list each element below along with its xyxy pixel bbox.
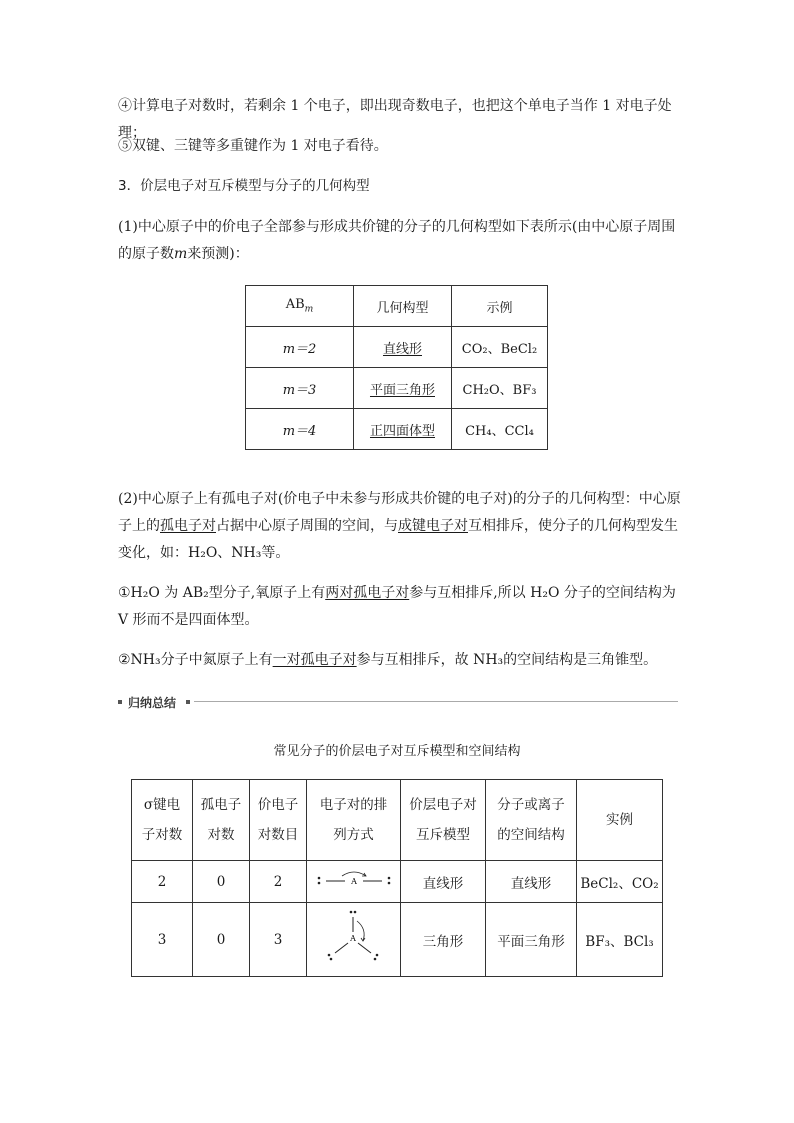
cell-model: 三角形 [401,903,486,977]
cell-example: CO₂、BeCl₂ [452,327,548,368]
summary-label: 归纳总结 [128,696,177,710]
header-abm: $AB_m$ [246,286,354,327]
cell-example: BF₃、BCl₃ [577,903,663,977]
para-no-lone-pair: (1)中心原子中的价电子全部参与形成共价键的分子的几何构型如下表所示(由中心原子周围的原子数m来预测)： [118,219,676,262]
para-multiple-bond: ⑤双键、三键等多重键作为 1 对电子看待。 [118,138,388,154]
svg-text:A: A [349,933,356,943]
cell-shape: 平面三角形 [486,903,577,977]
table-row [246,327,548,368]
header-cell: σ键电 子对数 [132,780,193,861]
cell-lone: 0 [193,861,250,903]
cell-lone: 0 [193,903,250,977]
table2-title: 常见分子的价层电子对互斥模型和空间结构 [273,744,521,759]
header-cell: 孤电子 对数 [193,780,250,861]
cell-example: BeCl₂、CO₂ [577,861,663,903]
cell-m: m＝2 [246,327,354,368]
cell-shape: 直线形 [486,861,577,903]
square-bullet-icon [186,700,190,704]
para-h2o: ①H₂O 为 AB₂型分子,氧原子上有两对孤电子对参与互相排斥,所以 H₂O 分子的空间结构为 V 形而不是四面体型。 [118,585,676,628]
vsepr-table [131,779,663,977]
cell-total: 3 [250,903,307,977]
table-row [132,903,663,977]
cell-geometry: 平面三角形 [354,368,452,409]
cell-arrangement [307,903,401,977]
header-example: 示例 [452,286,548,327]
header-geometry: 几何构型 [354,286,452,327]
trigonal-arrangement-icon [319,907,389,969]
para-nh3: ②NH₃分子中氮原子上有一对孤电子对参与互相排斥，故 NH₃的空间结构是三角锥型。 [118,652,658,668]
para-odd-electron: ④计算电子对数时，若剩余 1 个电子，即出现奇数电子，也把这个单电子当作 1 对电子处理； [118,98,672,141]
divider-line [194,701,678,702]
table-header-row [246,286,548,327]
table-row [246,368,548,409]
cell-arrangement [307,861,401,903]
section-heading-3: 3．价层电子对互斥模型与分子的几何构型 [118,178,370,194]
cell-geometry: 正四面体型 [354,409,452,450]
table-row [132,861,663,903]
table-header-row [132,780,663,861]
cell-m: m＝3 [246,368,354,409]
header-cell: 分子或离子 的空间结构 [486,780,577,861]
linear-arrangement-icon [314,866,394,894]
cell-geometry: 直线形 [354,327,452,368]
cell-sigma: 2 [132,861,193,903]
geometry-table [245,285,548,450]
cell-example: CH₄、CCl₄ [452,409,548,450]
header-cell: 价电子 对数目 [250,780,307,861]
cell-total: 2 [250,861,307,903]
header-cell: 实例 [577,780,663,861]
para-lone-pair: (2)中心原子上有孤电子对(价电子中未参与形成共价键的电子对)的分子的几何构型：中心原子上的孤电子对占据中心原子周围的空间，与成键电子对互相排斥，使分子的几何构型发生变化，如：H₂O、NH₃等。 [118,491,681,561]
summary-divider [118,694,678,710]
cell-example: CH₂O、BF₃ [452,368,548,409]
header-cell: 电子对的排 列方式 [307,780,401,861]
cell-m: m＝4 [246,409,354,450]
table-row [246,409,548,450]
var-m: m [174,246,188,262]
square-bullet-icon [118,700,122,704]
cell-model: 直线形 [401,861,486,903]
header-cell: 价层电子对 互斥模型 [401,780,486,861]
svg-text:A: A [350,876,357,886]
cell-sigma: 3 [132,903,193,977]
